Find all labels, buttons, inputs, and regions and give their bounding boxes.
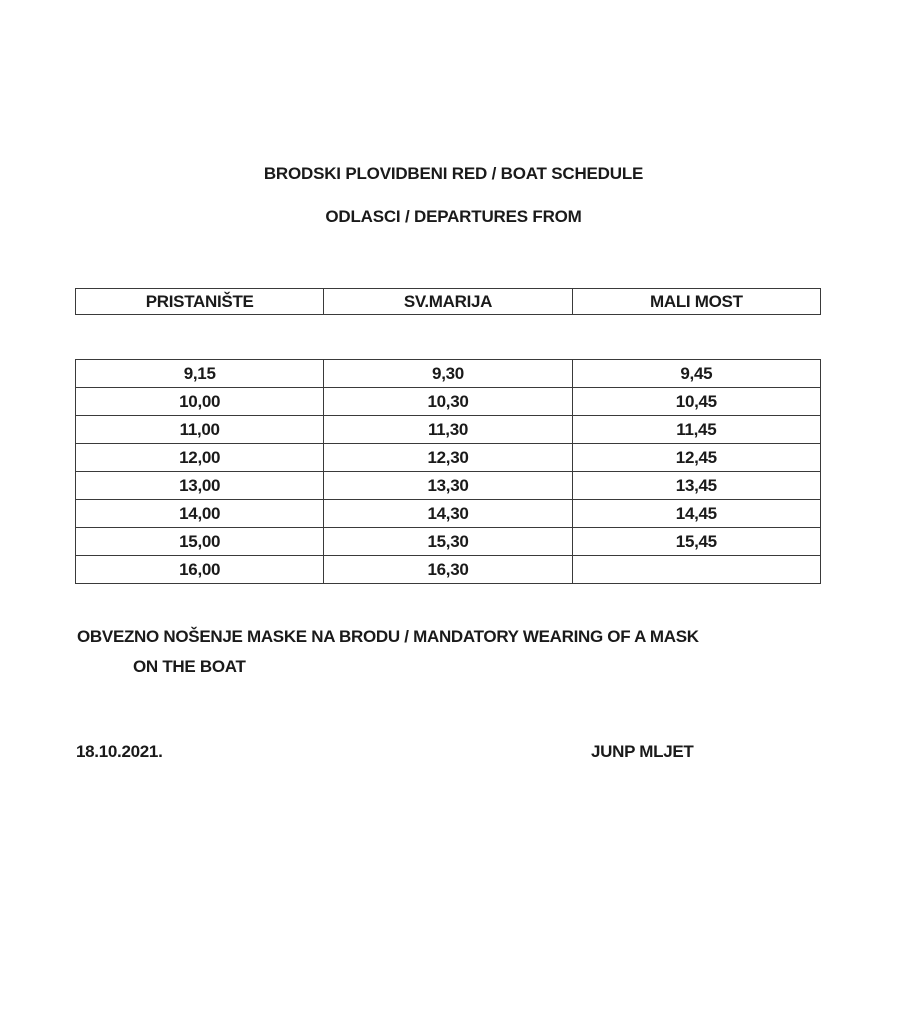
table-row	[76, 416, 821, 444]
mali-most-time: 12,45	[572, 444, 820, 472]
mask-notice-line2: ON THE BOAT	[133, 657, 246, 676]
table-row	[76, 360, 821, 388]
pristaniste-time: 10,00	[76, 388, 324, 416]
document-date: 18.10.2021.	[76, 742, 163, 761]
mali-most-time	[572, 556, 820, 584]
sv-marija-time: 11,30	[324, 416, 572, 444]
mali-most-time: 15,45	[572, 528, 820, 556]
pristaniste-time: 13,00	[76, 472, 324, 500]
pristaniste-time: 15,00	[76, 528, 324, 556]
mali-most-time: 13,45	[572, 472, 820, 500]
pristaniste-time: 14,00	[76, 500, 324, 528]
mali-most-time: 10,45	[572, 388, 820, 416]
sv-marija-time: 15,30	[324, 528, 572, 556]
pristaniste-time: 9,15	[76, 360, 324, 388]
mali-most-time: 11,45	[572, 416, 820, 444]
schedule-header-table	[75, 288, 821, 315]
sv-marija-time: 12,30	[324, 444, 572, 472]
organization-name: JUNP MLJET	[591, 742, 694, 761]
sv-marija-time: 13,30	[324, 472, 572, 500]
mask-notice-line1: OBVEZNO NOŠENJE MASKE NA BRODU / MANDATORY WEARING OF A MASK	[77, 627, 699, 646]
table-row	[76, 500, 821, 528]
table-row	[76, 528, 821, 556]
column-header-pristaniste: PRISTANIŠTE	[76, 289, 324, 315]
schedule-times-table	[75, 359, 821, 584]
table-row	[76, 472, 821, 500]
mali-most-time: 9,45	[572, 360, 820, 388]
document-title: BRODSKI PLOVIDBENI RED / BOAT SCHEDULE	[263, 164, 644, 183]
mali-most-time: 14,45	[572, 500, 820, 528]
sv-marija-time: 9,30	[324, 360, 572, 388]
document-subtitle: ODLASCI / DEPARTURES FROM	[325, 207, 582, 226]
pristaniste-time: 16,00	[76, 556, 324, 584]
table-row	[76, 388, 821, 416]
column-header-sv-marija: SV.MARIJA	[324, 289, 572, 315]
pristaniste-time: 11,00	[76, 416, 324, 444]
header-row	[76, 289, 821, 315]
sv-marija-time: 10,30	[324, 388, 572, 416]
sv-marija-time: 16,30	[324, 556, 572, 584]
table-row	[76, 556, 821, 584]
column-header-mali-most: MALI MOST	[572, 289, 820, 315]
table-row	[76, 444, 821, 472]
pristaniste-time: 12,00	[76, 444, 324, 472]
sv-marija-time: 14,30	[324, 500, 572, 528]
